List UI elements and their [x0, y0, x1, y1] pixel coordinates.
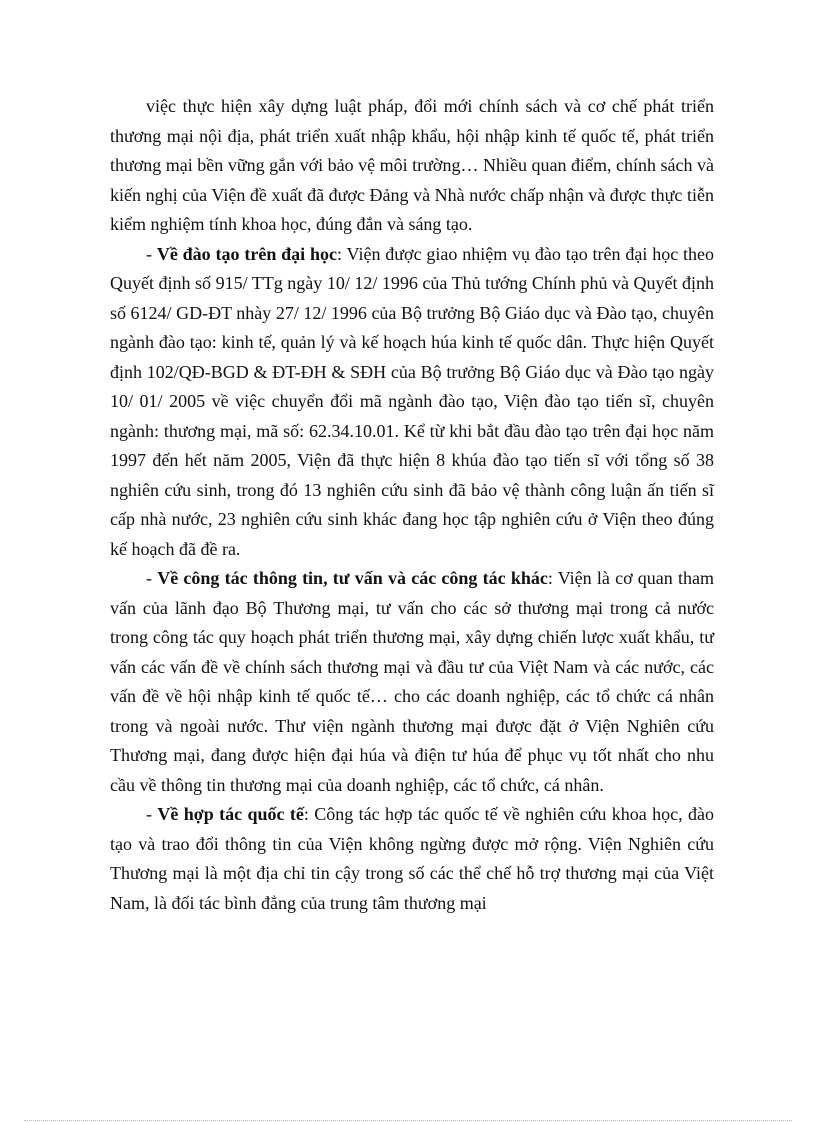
paragraph-text: : Viện là cơ quan tham vấn của lãnh đạo Bộ Thương mại, tư vấn cho các sở thương mại trong cả nước trong công tác quy hoạch phát triển thương mại, xây dựng chiến lược xuất khẩu, tư vấn các vấn đề về chính sách thương mại và đầu tư của Việt Nam và các nước, các vấn đề về hội nhập kinh tế quốc tế… cho các doanh nghiệp, các tổ chức cá nhân trong và ngoài nước. Thư viện ngành thương mại được đặt ở Viện Nghiên cứu Thương mại, đang được hiện đại húa và điện tư húa để phục vụ tốt nhất cho nhu cầu về thông tin thương mại của doanh nghiệp, các tổ chức, cá nhân.: [110, 568, 714, 795]
page-bottom-divider: [24, 1120, 792, 1121]
paragraph-text: : Công tác hợp tác quốc tế về nghiên cứu khoa học, đào tạo và trao đổi thông tin của Viện không ngừng được mở rộng. Viện Nghiên cứu Thương mại là một địa chỉ tin cậy trong số các thể chế hỗ trợ thương mại của Việt Nam, là đối tác bình đẳng của trung tâm thương mại: [110, 804, 714, 913]
paragraph-prefix: -: [146, 243, 157, 264]
paragraph-heading: Về công tác thông tin, tư vấn và các công tác khác: [157, 568, 548, 588]
paragraph-heading: Về hợp tác quốc tế: [157, 804, 304, 824]
paragraph-prefix: -: [146, 804, 158, 824]
paragraph-continuation: [110, 92, 714, 240]
paragraph-information-consulting: [110, 564, 714, 800]
paragraph-heading: Về đào tạo trên đại học: [156, 243, 338, 264]
paragraph-text: việc thực hiện xây dựng luật pháp, đổi mới chính sách và cơ chế phát triển thương mại nội địa, phát triển xuất nhập khẩu, hội nhập kinh tế quốc tế, phát triển thương mại bền vững gắn với bảo vệ môi trường… Nhiều quan điểm, chính sách và kiến nghị của Viện đề xuất đã được Đảng và Nhà nước chấp nhận và được thực tiễn kiểm nghiệm tính khoa học, đúng đắn và sáng tạo.: [110, 96, 714, 234]
body-text: [110, 92, 714, 918]
paragraph-postgraduate-training: [110, 240, 714, 565]
paragraph-prefix: -: [146, 568, 158, 588]
paragraph-text: : Viện được giao nhiệm vụ đào tạo trên đại học theo Quyết định số 915/ TTg ngày 10/ 12/ 1996 của Thủ tướng Chính phủ và Quyết định số 6124/ GD-ĐT nhày 27/ 12/ 1996 của Bộ trưởng Bộ Giáo dục và Đào tạo, chuyên ngành đào tạo: kinh tế, quản lý và kế hoạch húa kinh tế quốc dân. Thực hiện Quyết định 102/QĐ-BGD & ĐT-ĐH & SĐH của Bộ trưởng Bộ Giáo dục và Đào tạo ngày 10/ 01/ 2005 về việc chuyển đổi mã ngành đào tạo, Viện đào tạo tiến sĩ, chuyên ngành: thương mại, mã số: 62.34.10.01. Kể từ khi bắt đầu đào tạo trên đại học năm 1997 đến hết năm 2005, Viện đã thực hiện 8 khúa đào tạo tiến sĩ với tổng số 38 nghiên cứu sinh, trong đó 13 nghiên cứu sinh đã bảo vệ thành công luận ấn tiến sĩ cấp nhà nước, 23 nghiên cứu sinh khác đang học tập nghiên cứu ở Viện theo đúng kế hoạch đã đề ra.: [110, 243, 715, 559]
paragraph-international-cooperation: [110, 800, 714, 918]
